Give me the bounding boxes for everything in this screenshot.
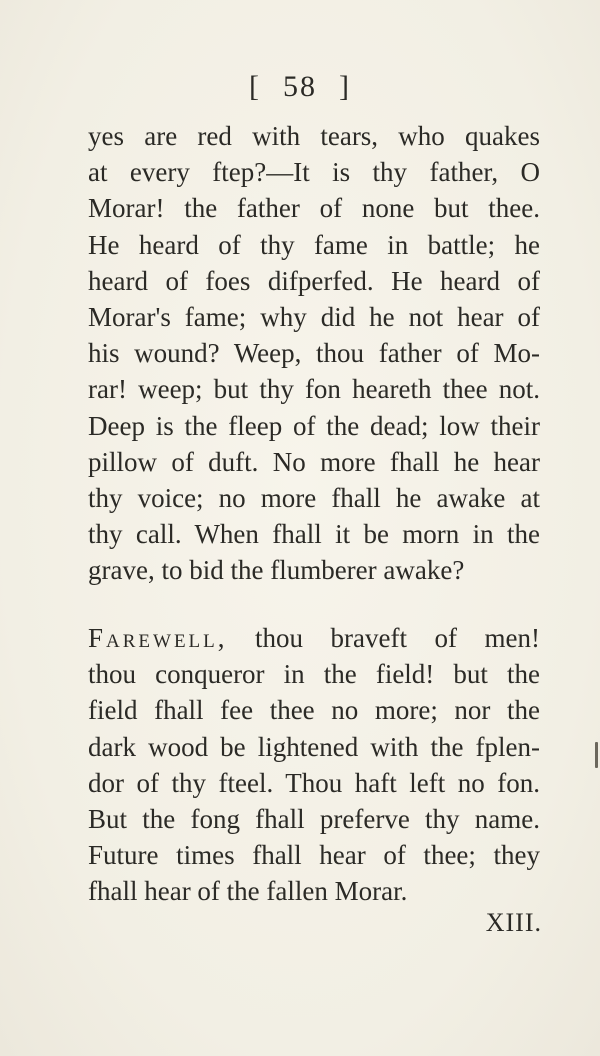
text-line: his wound? Weep, thou father of Mo- bbox=[88, 338, 540, 369]
page-number-header bbox=[0, 70, 600, 104]
page-number: 58 bbox=[283, 70, 317, 103]
paragraph-2 bbox=[88, 620, 540, 910]
text-line: heard of foes difperfed. He heard of bbox=[88, 265, 540, 296]
text-line: rar! weep; but thy fon heareth thee not. bbox=[88, 374, 540, 405]
text-line: Morar! the father of none but thee. bbox=[88, 193, 540, 224]
text-line: fhall hear of the fallen Morar. bbox=[88, 876, 408, 907]
left-bracket: [ bbox=[249, 70, 261, 103]
text-line: Future times fhall hear of thee; they bbox=[88, 840, 540, 871]
text-line: dark wood be lightened with the fplen- bbox=[88, 731, 540, 762]
text-line: But the fong fhall preferve thy name. bbox=[88, 803, 540, 834]
paragraph-1 bbox=[88, 118, 540, 588]
text-line: thy call. When fhall it be morn in the bbox=[88, 519, 540, 550]
text-line-first bbox=[88, 620, 540, 656]
text-line: yes are red with tears, who quakes bbox=[88, 121, 540, 151]
page-edge-mark bbox=[595, 742, 598, 768]
paragraph-opening-word: Farewell, bbox=[88, 623, 228, 653]
text-line: field fhall fee thee no more; nor the bbox=[88, 695, 540, 726]
text-line: thy voice; no more fhall he awake at bbox=[88, 482, 540, 513]
text-line: thou conqueror in the field! but the bbox=[88, 659, 540, 690]
text-line: Morar's fame; why did he not hear of bbox=[88, 301, 540, 332]
catchword: XIII. bbox=[485, 908, 542, 937]
text-line: grave, to bid the flumberer awake? bbox=[88, 555, 465, 586]
right-bracket: ] bbox=[339, 70, 351, 103]
text-line: at every ftep?—It is thy father, O bbox=[88, 157, 540, 188]
text-line: pillow of duft. No more fhall he hear bbox=[88, 446, 540, 477]
text-line: He heard of thy fame in battle; he bbox=[88, 229, 540, 260]
first-line-rest: thou braveft of men! bbox=[227, 623, 540, 653]
text-line: Deep is the fleep of the dead; low their bbox=[88, 410, 540, 441]
text-line: dor of thy fteel. Thou haft left no fon. bbox=[88, 767, 540, 798]
